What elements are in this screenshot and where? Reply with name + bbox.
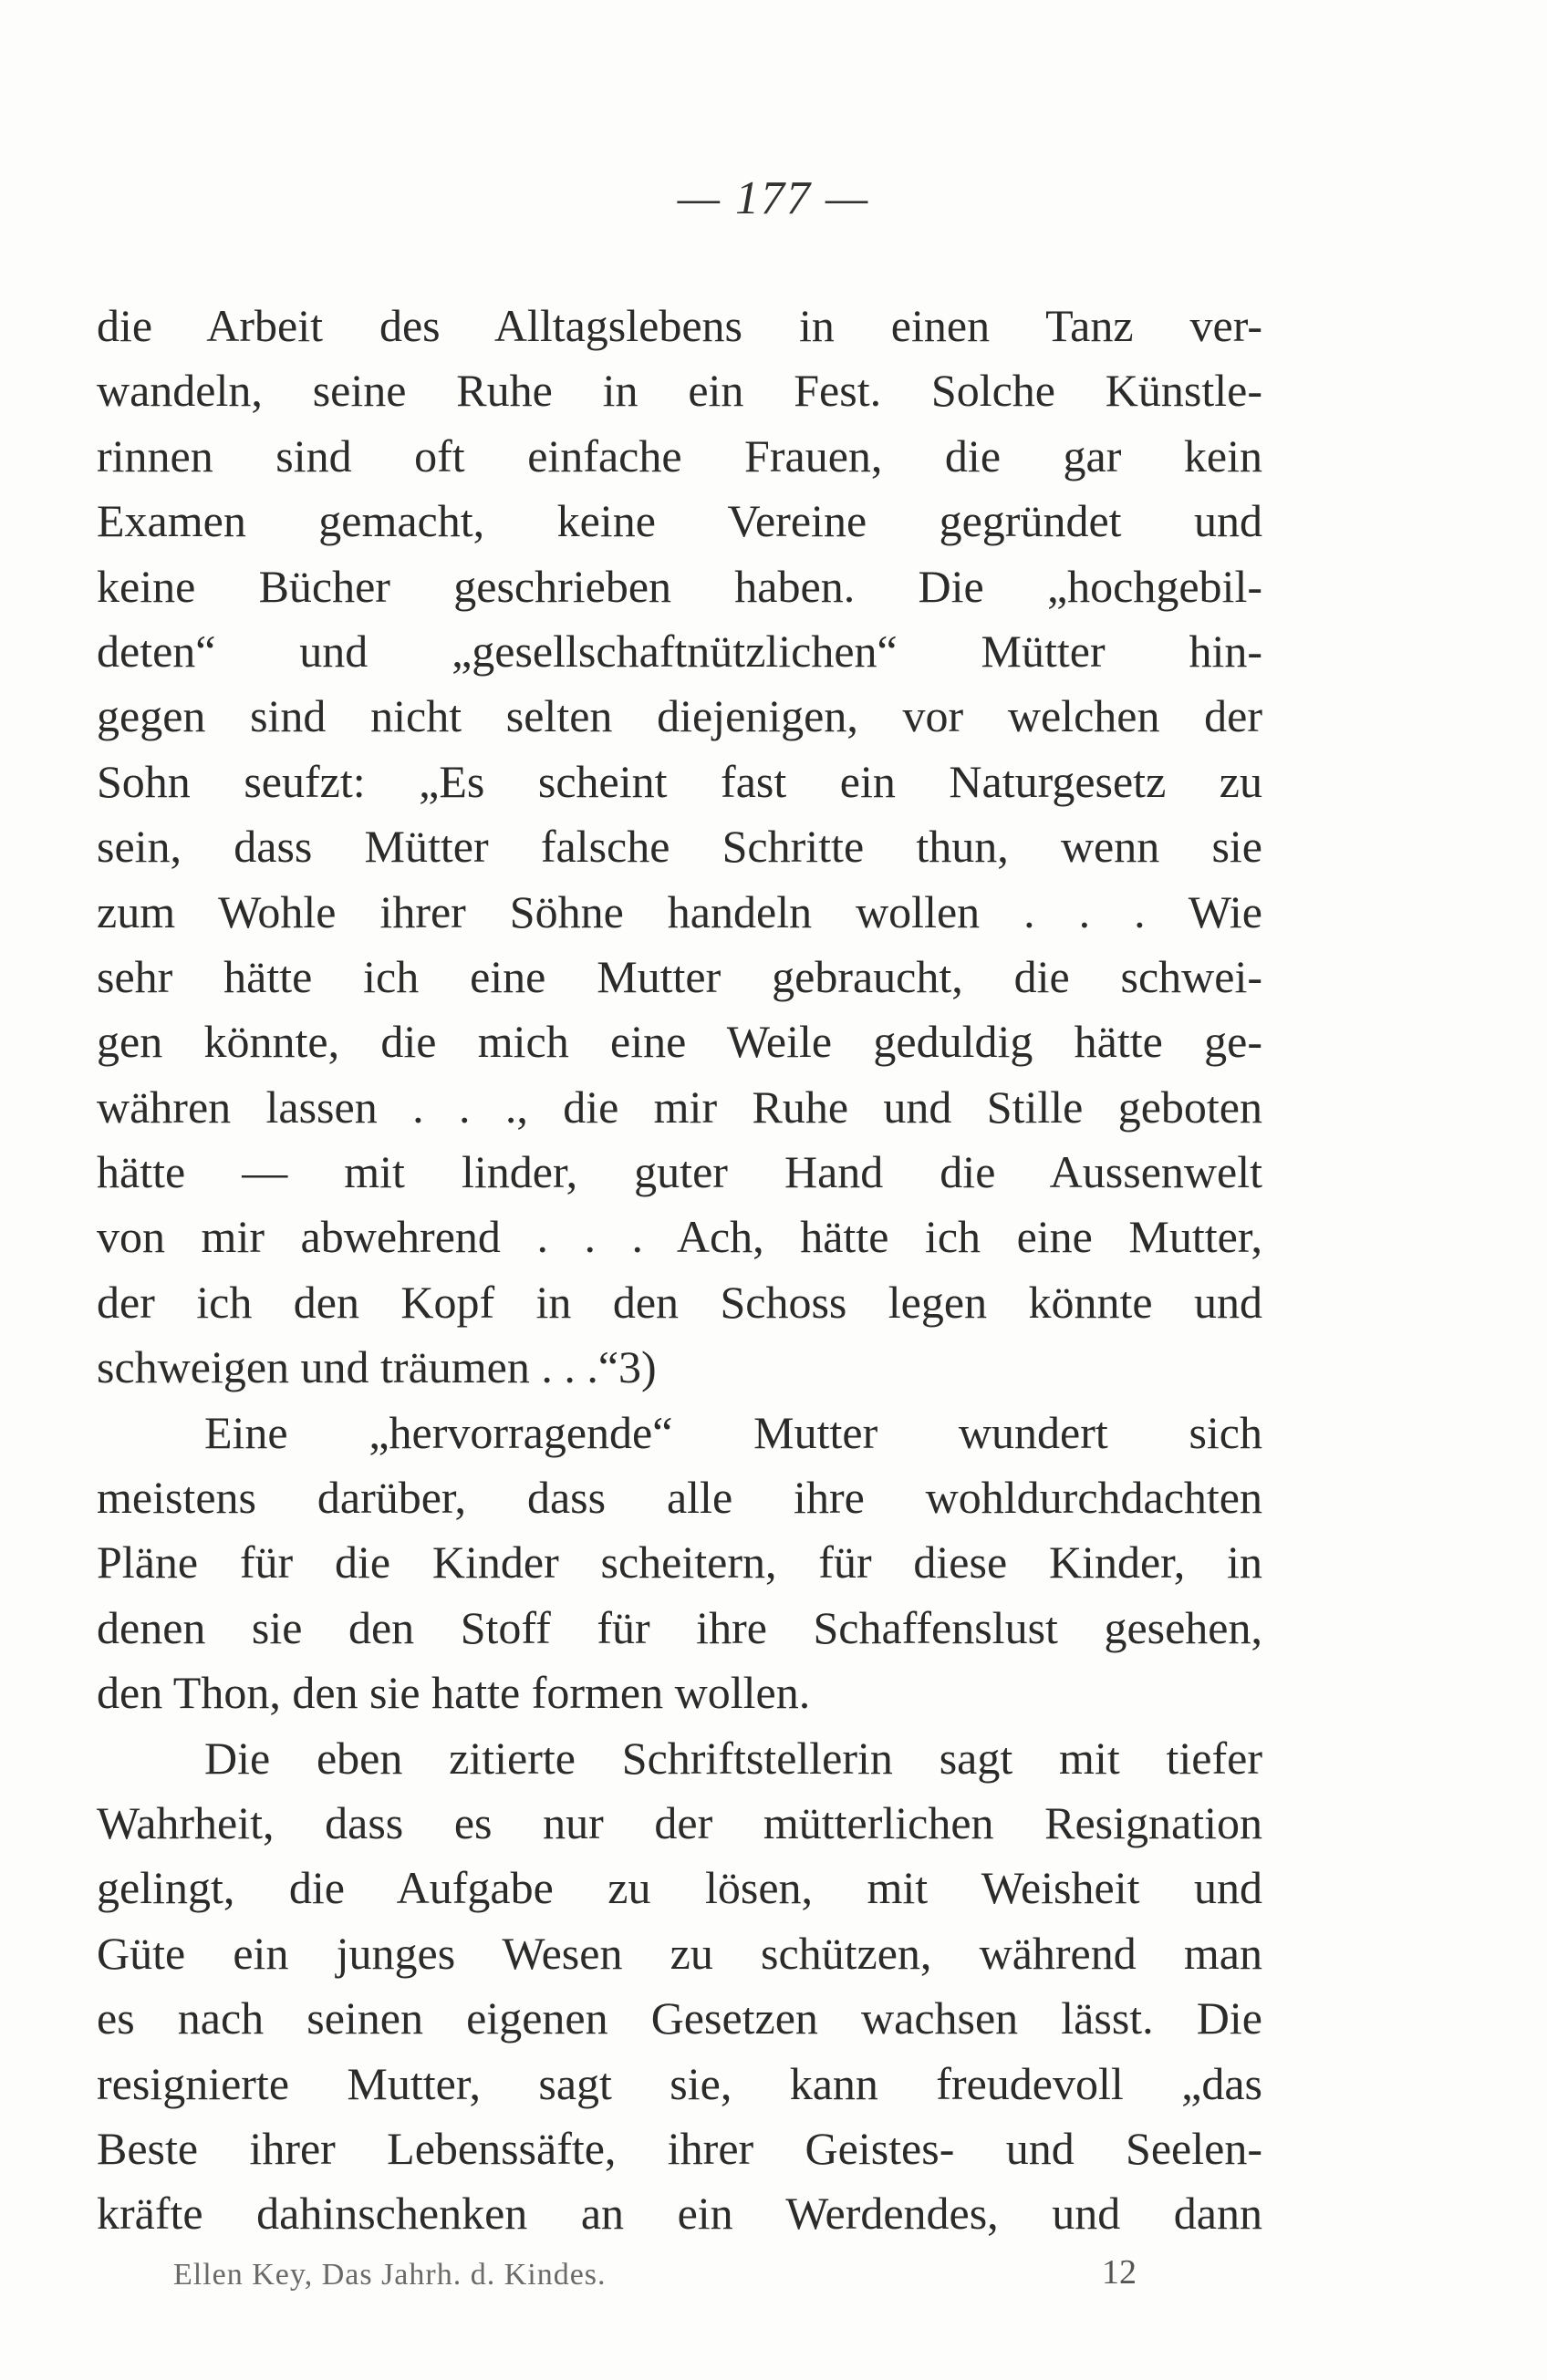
text-line: Eine „hervorragende“ Mutter wundert sich [204,1406,1262,1458]
text-line: gen könnte, die mich eine Weile geduldig hätte ge- [97,1016,1262,1068]
text-line: sein, dass Mütter falsche Schritte thun, wenn sie [97,821,1262,873]
text-line: den Thon, den sie hatte formen wollen. [97,1667,811,1719]
text-line: gelingt, die Aufgabe zu lösen, mit Weisheit und [97,1862,1262,1914]
text-line: resignierte Mutter, sagt sie, kann freudevoll „das [97,2057,1262,2109]
text-line: sehr hätte ich eine Mutter gebraucht, die schwei- [97,950,1262,1002]
text-line: der ich den Kopf in den Schoss legen könnte und [97,1276,1262,1328]
text-line: deten“ und „gesellschaftnützlichen“ Mütter hin- [97,625,1262,677]
text-line: zum Wohle ihrer Söhne handeln wollen . . . Wie [97,885,1262,937]
text-line: Wahrheit, dass es nur der mütterlichen Resignation [97,1796,1262,1848]
footer-signature: Ellen Key, Das Jahrh. d. Kindes. [173,2258,607,2292]
text-line: gegen sind nicht selten diejenigen, vor welchen der [97,690,1262,742]
text-line: Die eben zitierte Schriftstellerin sagt mit tiefer [204,1732,1262,1784]
text-line: denen sie den Stoff für ihre Schaffenslust gesehen, [97,1601,1262,1653]
text-line: hätte — mit linder, guter Hand die Aussenwelt [97,1146,1262,1198]
text-line: von mir abwehrend . . . Ach, hätte ich eine Mutter, [97,1211,1262,1263]
text-line: schweigen und träumen . . .“3) [97,1341,657,1393]
text-line: rinnen sind oft einfache Frauen, die gar kein [97,429,1262,481]
text-line: die Arbeit des Alltagslebens in einen Tanz ver- [97,300,1262,351]
body-text [97,294,1262,2247]
text-line: Sohn seufzt: „Es scheint fast ein Naturgesetz zu [97,755,1262,807]
text-line: kräfte dahinschenken an ein Werdendes, und dann [97,2188,1262,2240]
text-line: währen lassen . . ., die mir Ruhe und Stille geboten [97,1081,1262,1133]
text-line: es nach seinen eigenen Gesetzen wachsen lässt. Die [97,1992,1262,2044]
text-line: Güte ein junges Wesen zu schützen, während man [97,1927,1262,1979]
text-line: Examen gemacht, keine Vereine gegründet und [97,495,1262,547]
footer-sheet-number: 12 [1102,2253,1137,2292]
text-line: wandeln, seine Ruhe in ein Fest. Solche Künstle- [97,365,1262,417]
text-line: Beste ihrer Lebenssäfte, ihrer Geistes- und Seelen- [97,2122,1262,2174]
page-footer [173,2252,1177,2307]
page-number: — 177 — [677,172,870,224]
text-line: meistens darüber, dass alle ihre wohldurchdachten [97,1472,1262,1524]
text-line: Pläne für die Kinder scheitern, für diese Kinder, in [97,1537,1262,1588]
text-line: keine Bücher geschrieben haben. Die „hochgebil- [97,560,1262,612]
